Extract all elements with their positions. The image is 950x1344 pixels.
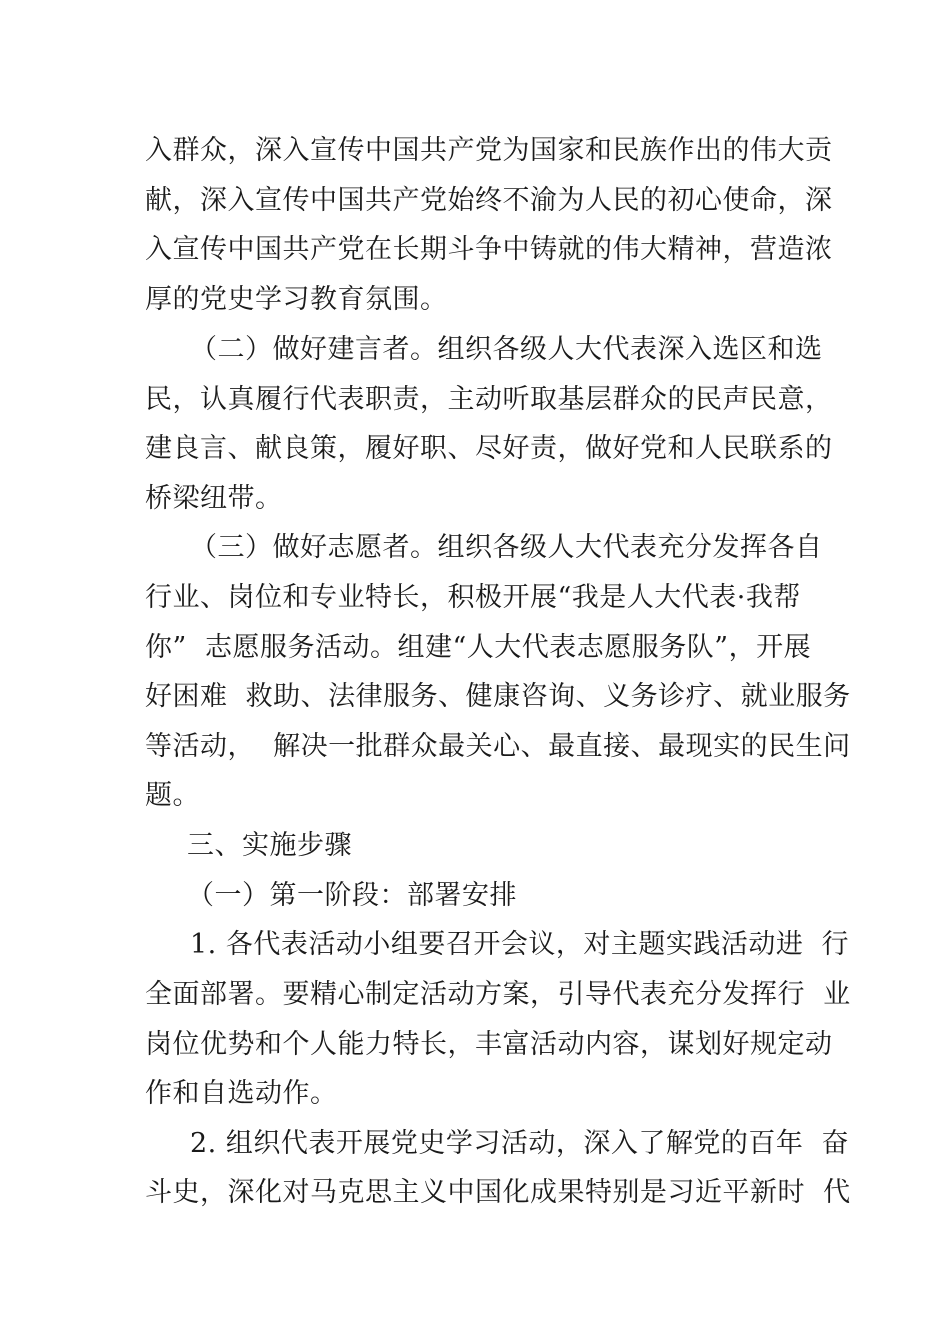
text-line [0, 970, 950, 1020]
line-text: 等活动， 解决一批群众最关心、最直接、最现实的民生问 [145, 731, 851, 762]
paragraph-heading [0, 523, 950, 573]
text-line [0, 722, 950, 772]
line-text: 建良言、献良策，履好职、尽好责，做好党和人民联系的 [145, 433, 833, 464]
line-text: 献，深入宣传中国共产党始终不渝为人民的初心使命，深 [145, 185, 833, 216]
line-text: （三）做好志愿者。组织各级人大代表充分发挥各自 [190, 532, 823, 563]
subsection-heading [0, 871, 950, 921]
text-line [0, 375, 950, 425]
section-heading [0, 821, 950, 871]
text-line [0, 623, 950, 673]
numbered-item [0, 920, 950, 970]
line-text: 好困难 救助、法律服务、健康咨询、义务诊疗、就业服务 [145, 681, 851, 712]
line-text: 岗位优势和个人能力特长，丰富活动内容，谋划好规定动 [145, 1029, 833, 1060]
line-text: 厚的党史学习教育氛围。 [145, 284, 448, 315]
text-line [0, 474, 950, 524]
line-text: 你” 志愿服务活动。组建“人大代表志愿服务队”，开展 [145, 632, 812, 663]
text-line [0, 771, 950, 821]
text-line [0, 424, 950, 474]
numbered-item [0, 1119, 950, 1169]
text-line [0, 275, 950, 325]
text-line [0, 1168, 950, 1218]
text-line [0, 1069, 950, 1119]
paragraph-heading [0, 325, 950, 375]
line-text: 三、实施步骤 [187, 830, 352, 861]
text-line [0, 225, 950, 275]
line-text: 桥梁纽带。 [145, 483, 283, 514]
text-line [0, 1020, 950, 1070]
line-text: 作和自选动作。 [145, 1078, 338, 1109]
line-text: 行业、岗位和专业特长，积极开展“我是人大代表·我帮 [145, 582, 801, 613]
line-text: （二）做好建言者。组织各级人大代表深入选区和选 [190, 334, 823, 365]
line-text: 入宣传中国共产党在长期斗争中铸就的伟大精神，营造浓 [145, 234, 833, 265]
line-text: 1. 各代表活动小组要召开会议，对主题实践活动进 行 [190, 929, 850, 960]
line-text: 题。 [145, 780, 200, 811]
text-line [0, 573, 950, 623]
line-text: 入群众，深入宣传中国共产党为国家和民族作出的伟大贡 [145, 135, 833, 166]
text-line [0, 126, 950, 176]
text-line [0, 176, 950, 226]
line-text: 斗史，深化对马克思主义中国化成果特别是习近平新时 代 [145, 1177, 851, 1208]
line-text: 民，认真履行代表职责，主动听取基层群众的民声民意， [145, 384, 833, 415]
text-line [0, 672, 950, 722]
line-text: （一）第一阶段：部署安排 [187, 880, 517, 911]
line-text: 2. 组织代表开展党史学习活动，深入了解党的百年 奋 [190, 1128, 850, 1159]
line-text: 全面部署。要精心制定活动方案，引导代表充分发挥行 业 [145, 979, 851, 1010]
